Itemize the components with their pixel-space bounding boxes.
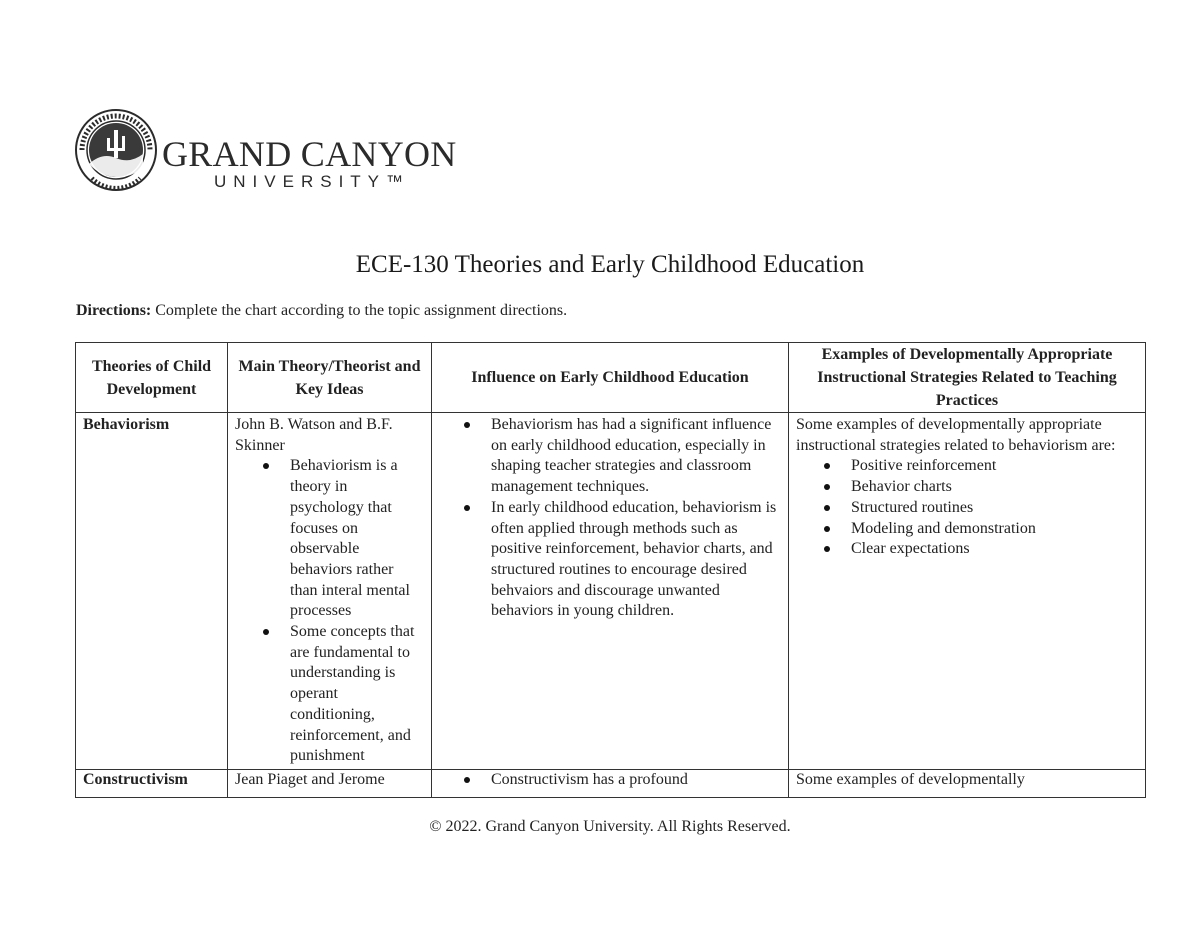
list-item: Behaviorism has had a significant influence on early childhood education, especially in shaping teacher strategies and classroom management techniques.: [491, 415, 781, 498]
examples-intro: Some examples of developmentally appropriate instructional strategies related to behaviorism are:: [796, 416, 1116, 454]
list-item: Behavior charts: [851, 477, 1138, 498]
directions-label: Directions:: [76, 302, 152, 319]
influence-cell: [432, 769, 789, 797]
logo-subtitle: UNIVERSITY™: [214, 172, 411, 191]
theorist-names: John B. Watson and B.F. Skinner: [235, 416, 393, 454]
list-item: Some concepts that are fundamental to understanding is operant conditioning, reinforcement, and punishment: [290, 622, 424, 767]
list-item: Structured routines: [851, 498, 1138, 519]
column-header: Main Theory/Theorist and Key Ideas: [228, 343, 432, 413]
list-item: Constructivism has a profound: [491, 770, 781, 791]
list-item: Positive reinforcement: [851, 456, 1138, 477]
directions-text: Complete the chart according to the topic assignment directions.: [155, 302, 568, 319]
copyright-footer: © 2022. Grand Canyon University. All Rights Reserved.: [429, 818, 791, 835]
directions: [76, 302, 567, 320]
key-ideas-list: [235, 456, 424, 767]
table-header-row: [76, 343, 1146, 413]
list-item: Behaviorism is a theory in psychology that focuses on observable behaviors rather than interal mental processes: [290, 456, 424, 622]
table-row: [76, 413, 1146, 770]
theorist-cell: [228, 769, 432, 797]
column-header: Influence on Early Childhood Education: [432, 343, 789, 413]
gcu-logo: [74, 108, 457, 194]
logo-wordmark: GRAND CANYON: [162, 134, 457, 174]
theorist-cell: [228, 413, 432, 770]
list-item: Clear expectations: [851, 539, 1138, 560]
list-item: Modeling and demonstration: [851, 519, 1138, 540]
university-seal-icon: [74, 108, 158, 192]
examples-list: [796, 456, 1138, 560]
theorist-names: Jean Piaget and Jerome: [235, 770, 385, 788]
column-header: Examples of Developmentally Appropriate Instructional Strategies Related to Teaching Practices: [789, 343, 1146, 413]
examples-intro: Some examples of developmentally: [796, 770, 1025, 788]
influence-cell: [432, 413, 789, 770]
list-item: In early childhood education, behaviorism is often applied through methods such as positive reinforcement, behavior charts, and structured routines to encourage desired behvaiors and discourage unwanted behaviors in young children.: [491, 498, 781, 622]
table-row: [76, 769, 1146, 797]
examples-cell: [789, 413, 1146, 770]
examples-cell: [789, 769, 1146, 797]
influence-list: [439, 770, 781, 791]
influence-list: [439, 415, 781, 622]
theory-name: Behaviorism: [76, 413, 228, 770]
page-title: ECE-130 Theories and Early Childhood Education: [355, 251, 865, 278]
column-header: Theories of Child Development: [76, 343, 228, 413]
theory-name: Constructivism: [76, 769, 228, 797]
theories-chart: [75, 342, 1146, 798]
